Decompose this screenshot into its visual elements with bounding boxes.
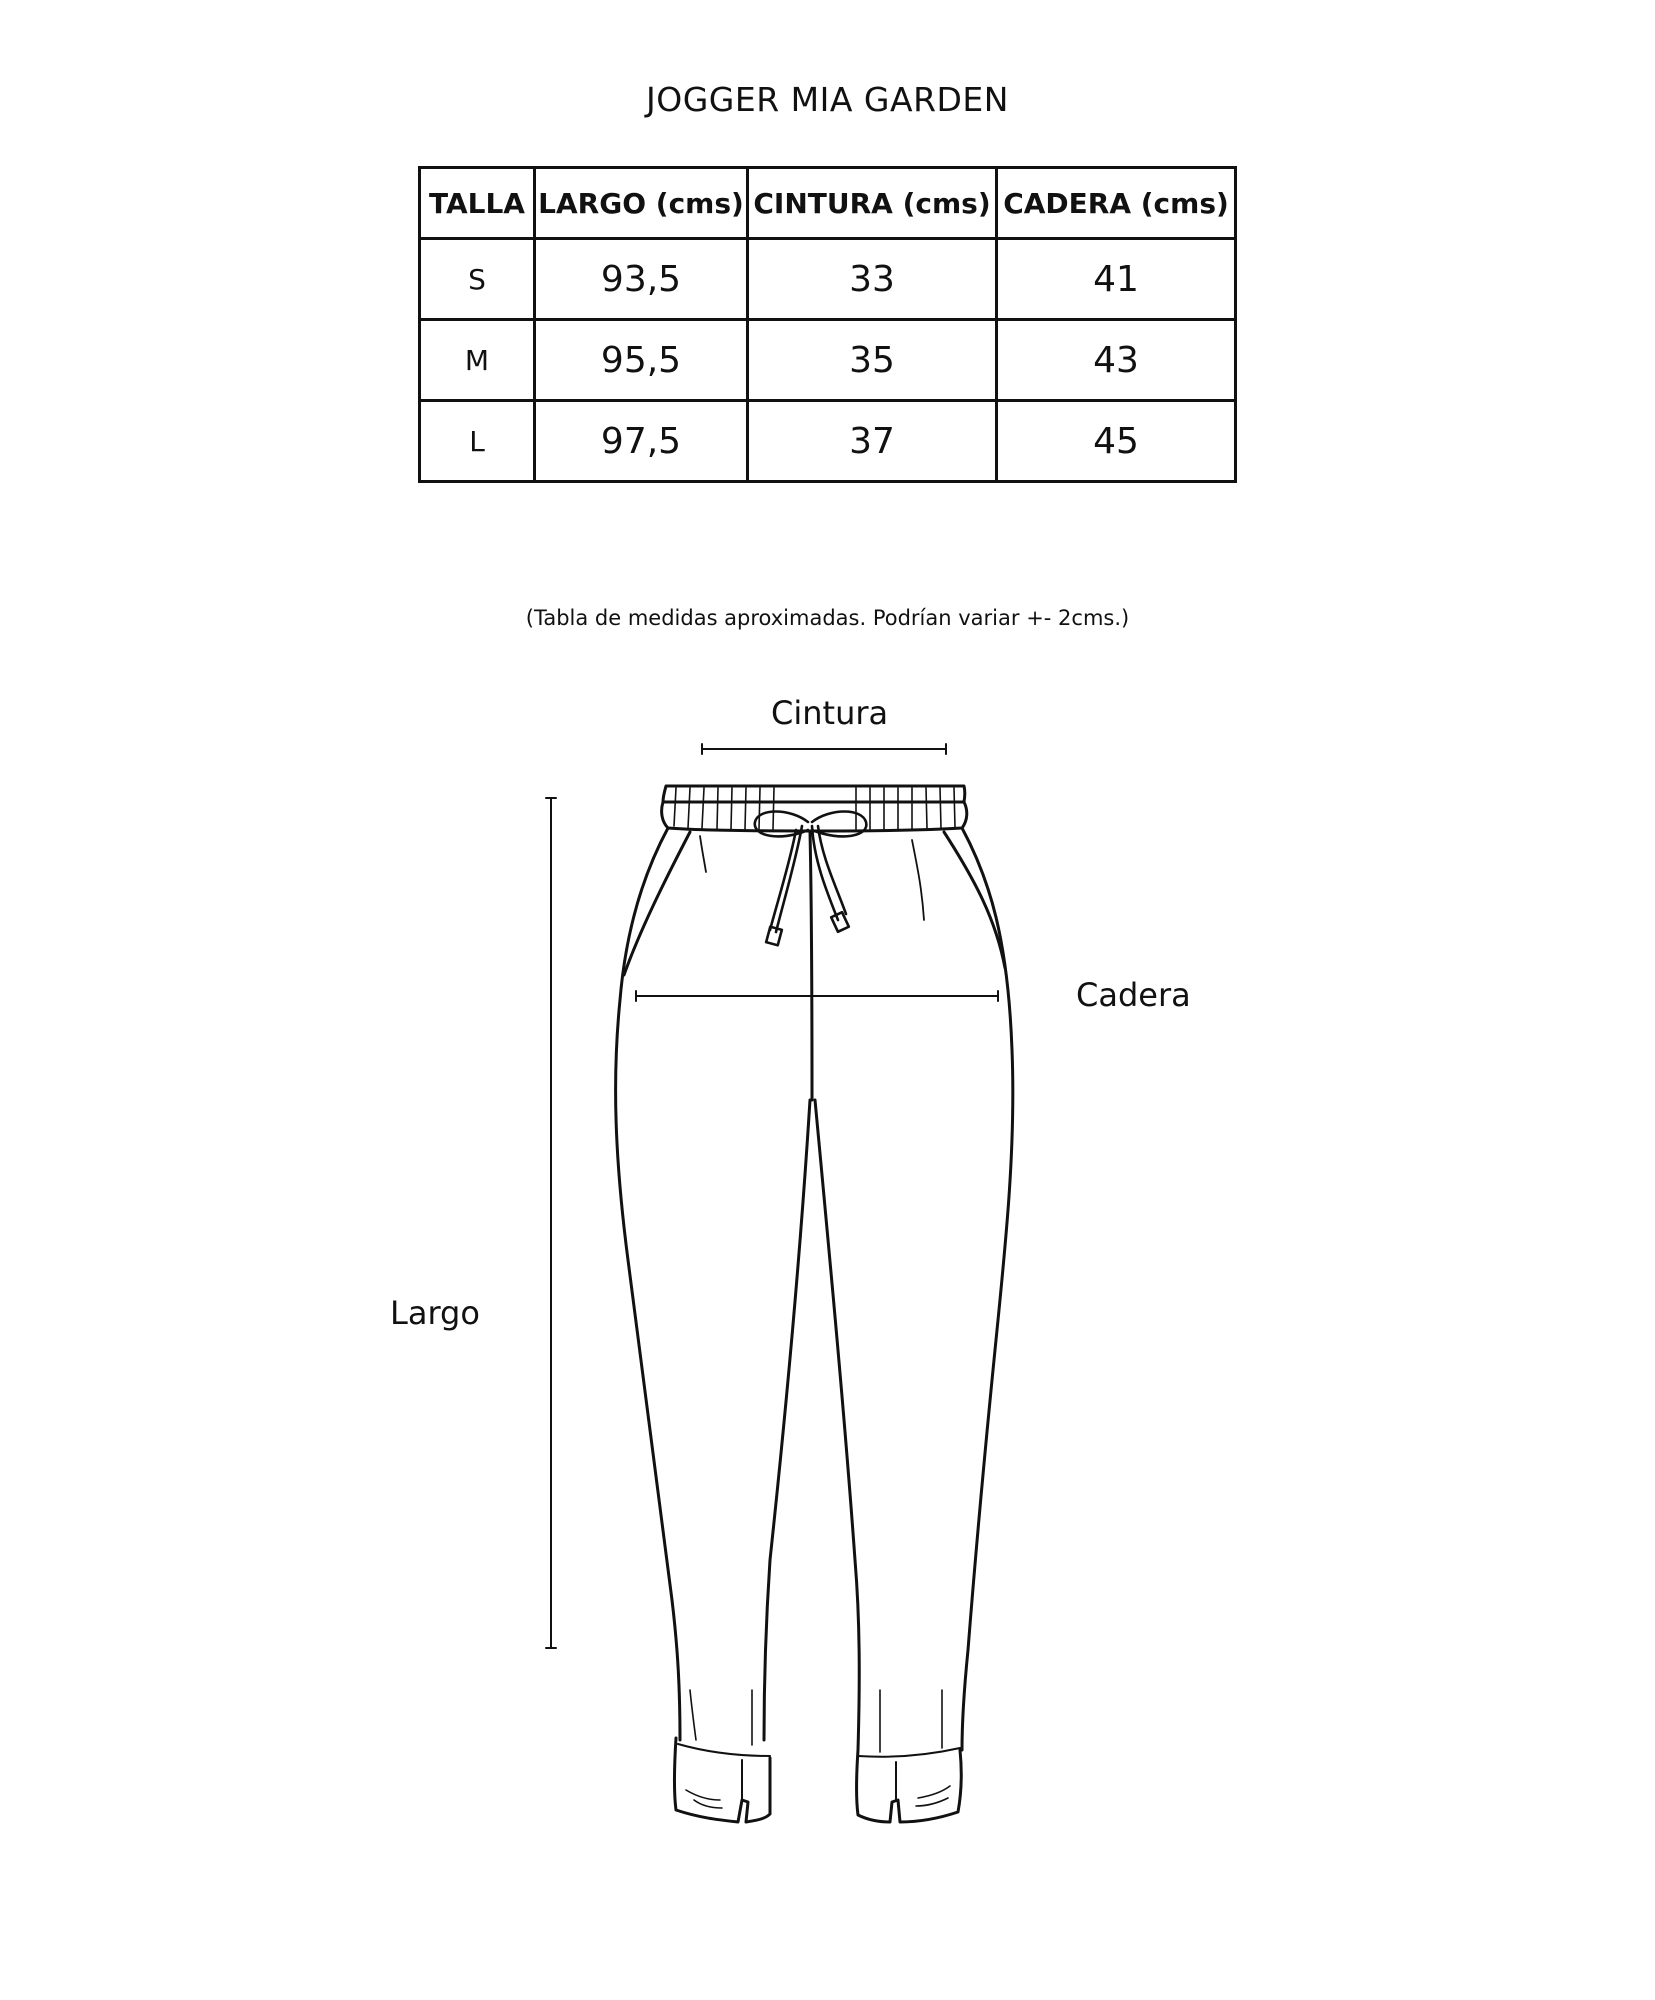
largo-measure-line xyxy=(546,798,556,1648)
measurement-note: (Tabla de medidas aproximadas. Podrían variar +- 2cms.) xyxy=(525,606,1130,630)
header-largo: LARGO (cms) xyxy=(535,168,748,239)
header-cadera: CADERA (cms) xyxy=(997,168,1236,239)
pants-outline xyxy=(616,828,1013,1822)
cell-cintura: 37 xyxy=(748,401,997,482)
cell-cadera: 43 xyxy=(997,320,1236,401)
label-cadera: Cadera xyxy=(1076,976,1191,1014)
page-title: JOGGER MIA GARDEN xyxy=(646,80,1009,119)
cadera-measure-line xyxy=(636,991,998,1001)
cell-largo: 97,5 xyxy=(535,401,748,482)
cell-largo: 95,5 xyxy=(535,320,748,401)
cell-cintura: 33 xyxy=(748,239,997,320)
cell-largo: 93,5 xyxy=(535,239,748,320)
header-cintura: CINTURA (cms) xyxy=(748,168,997,239)
cell-cadera: 45 xyxy=(997,401,1236,482)
cell-cadera: 41 xyxy=(997,239,1236,320)
header-talla: TALLA xyxy=(420,168,535,239)
cell-talla: S xyxy=(420,239,535,320)
waistband xyxy=(662,786,967,831)
cell-talla: M xyxy=(420,320,535,401)
cell-cintura: 35 xyxy=(748,320,997,401)
cell-talla: L xyxy=(420,401,535,482)
cintura-measure-line xyxy=(702,744,946,754)
label-largo: Largo xyxy=(390,1294,480,1332)
label-cintura: Cintura xyxy=(771,694,889,732)
